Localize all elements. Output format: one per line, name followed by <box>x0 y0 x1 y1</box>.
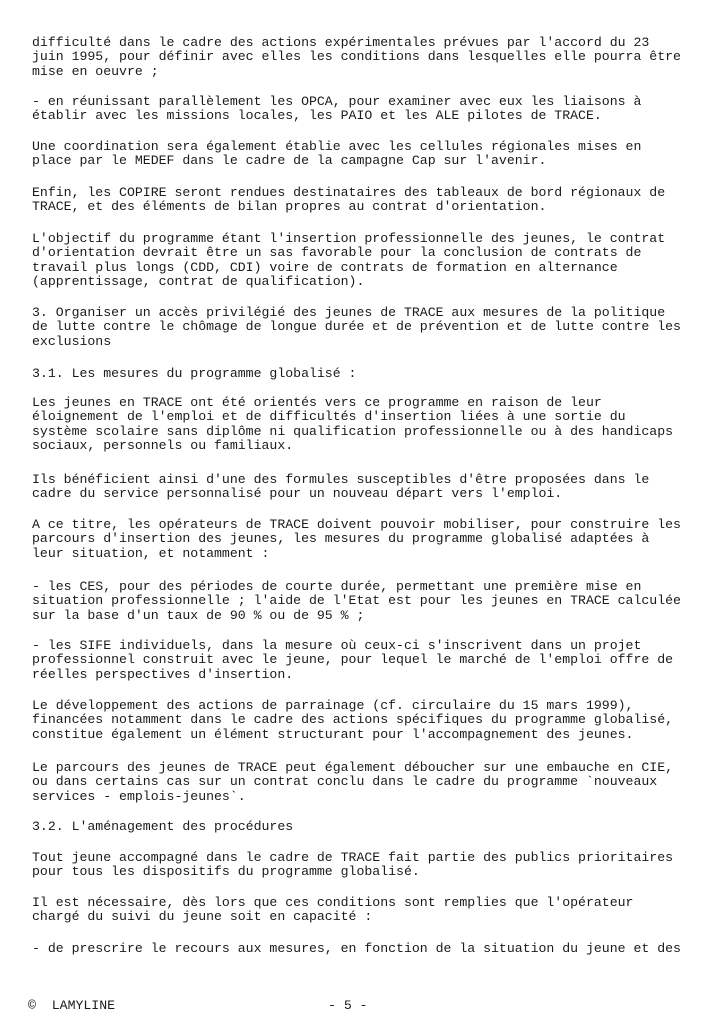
text-line: réelles perspectives d'insertion. <box>32 666 294 682</box>
text-line: financées notamment dans le cadre des actions spécifiques du programme globalisé, <box>32 712 674 728</box>
paragraph <box>32 473 712 502</box>
footer-copyright: © LAMYLINE <box>28 998 116 1013</box>
text-line: place par le MEDEF dans le cadre de la campagne Cap sur l'avenir. <box>32 153 547 169</box>
text-line: établir avec les missions locales, les PAIO et les ALE pilotes de TRACE. <box>32 108 602 124</box>
text-line: ou dans certains cas sur un contrat conclu dans le cadre du programme `nouveaux <box>32 774 658 790</box>
text-line: travail plus longs (CDD, CDI) voire de contrats de formation en alternance <box>32 259 618 275</box>
text-line: système scolaire sans diplôme ni qualification professionnelle ou à des handicaps <box>32 423 674 439</box>
paragraph <box>32 896 712 925</box>
text-line: 3.1. Les mesures du programme globalisé : <box>32 366 357 381</box>
text-line: - les CES, pour des périodes de courte durée, permettant une première mise en <box>32 579 642 594</box>
text-line: L'objectif du programme étant l'insertion professionnelle des jeunes, le contrat <box>32 231 666 246</box>
text-line: Le développement des actions de parrainage (cf. circulaire du 15 mars 1999), <box>32 698 634 713</box>
text-line: leur situation, et notamment : <box>32 545 270 561</box>
text-line: sur la base d'un taux de 90 % ou de 95 % ; <box>32 607 365 623</box>
text-line: constitue également un élément structurant pour l'accompagnement des jeunes. <box>32 726 634 742</box>
paragraph <box>32 306 712 349</box>
text-line: professionnel construit avec le jeune, pour lequel le marché de l'emploi offre de <box>32 652 674 668</box>
text-line: A ce titre, les opérateurs de TRACE doivent pouvoir mobiliser, pour construire les <box>32 517 681 532</box>
paragraph <box>32 36 712 79</box>
text-line: Une coordination sera également établie avec les cellules régionales mises en <box>32 139 642 154</box>
text-line: Il est nécessaire, dès lors que ces conditions sont remplies que l'opérateur <box>32 895 634 910</box>
text-line: Enfin, les COPIRE seront rendues destinataires des tableaux de bord régionaux de <box>32 185 666 200</box>
text-line: cadre du service personnalisé pour un nouveau départ vers l'emploi. <box>32 486 563 502</box>
text-line: éloignement de l'emploi et de difficultés d'insertion liées à une sortie du <box>32 409 626 425</box>
text-line: de lutte contre le chômage de longue durée et de prévention et de lutte contre les <box>32 319 681 335</box>
text-line: sociaux, personnels ou familiaux. <box>32 437 294 453</box>
text-line: difficulté dans le cadre des actions expérimentales prévues par l'accord du 23 <box>32 35 650 50</box>
text-line: services - emplois-jeunes`. <box>32 788 246 804</box>
text-line: Ils bénéficient ainsi d'une des formules susceptibles d'être proposées dans le <box>32 472 650 487</box>
paragraph <box>32 396 712 453</box>
text-line: 3.2. L'aménagement des procédures <box>32 819 294 834</box>
text-line: situation professionnelle ; l'aide de l'Etat est pour les jeunes en TRACE calculée <box>32 593 681 609</box>
paragraph <box>32 820 712 834</box>
text-line: mise en oeuvre ; <box>32 63 159 79</box>
paragraph <box>32 140 712 169</box>
text-line: 3. Organiser un accès privilégié des jeunes de TRACE aux mesures de la politique <box>32 305 666 320</box>
text-line: (apprentissage, contrat de qualification). <box>32 273 365 289</box>
paragraph <box>32 232 712 289</box>
paragraph <box>32 95 712 124</box>
text-line: parcours d'insertion des jeunes, les mesures du programme globalisé adaptées à <box>32 531 650 547</box>
text-line: Les jeunes en TRACE ont été orientés vers ce programme en raison de leur <box>32 395 602 410</box>
paragraph <box>32 699 712 742</box>
paragraph <box>32 639 712 682</box>
paragraph <box>32 518 712 561</box>
text-line: exclusions <box>32 333 112 349</box>
text-line: chargé du suivi du jeune soit en capacité : <box>32 909 373 925</box>
paragraph <box>32 186 712 215</box>
text-line: Le parcours des jeunes de TRACE peut également déboucher sur une embauche en CIE, <box>32 760 674 775</box>
footer-page-number: - 5 - <box>328 998 368 1013</box>
text-line: juin 1995, pour définir avec elles les conditions dans lesquelles elle pourra être <box>32 49 681 65</box>
text-line: - de prescrire le recours aux mesures, en fonction de la situation du jeune et des <box>32 941 681 956</box>
text-line: - en réunissant parallèlement les OPCA, pour examiner avec eux les liaisons à <box>32 94 642 109</box>
text-line: Tout jeune accompagné dans le cadre de TRACE fait partie des publics prioritaires <box>32 850 674 865</box>
text-line: pour tous les dispositifs du programme globalisé. <box>32 864 420 880</box>
paragraph <box>32 942 712 956</box>
paragraph <box>32 761 712 804</box>
text-line: d'orientation devrait être un sas favorable pour la conclusion de contrats de <box>32 245 642 261</box>
text-line: TRACE, et des éléments de bilan propres au contrat d'orientation. <box>32 199 547 215</box>
paragraph <box>32 367 712 381</box>
paragraph <box>32 580 712 623</box>
paragraph <box>32 851 712 880</box>
text-line: - les SIFE individuels, dans la mesure où ceux-ci s'inscrivent dans un projet <box>32 638 642 653</box>
